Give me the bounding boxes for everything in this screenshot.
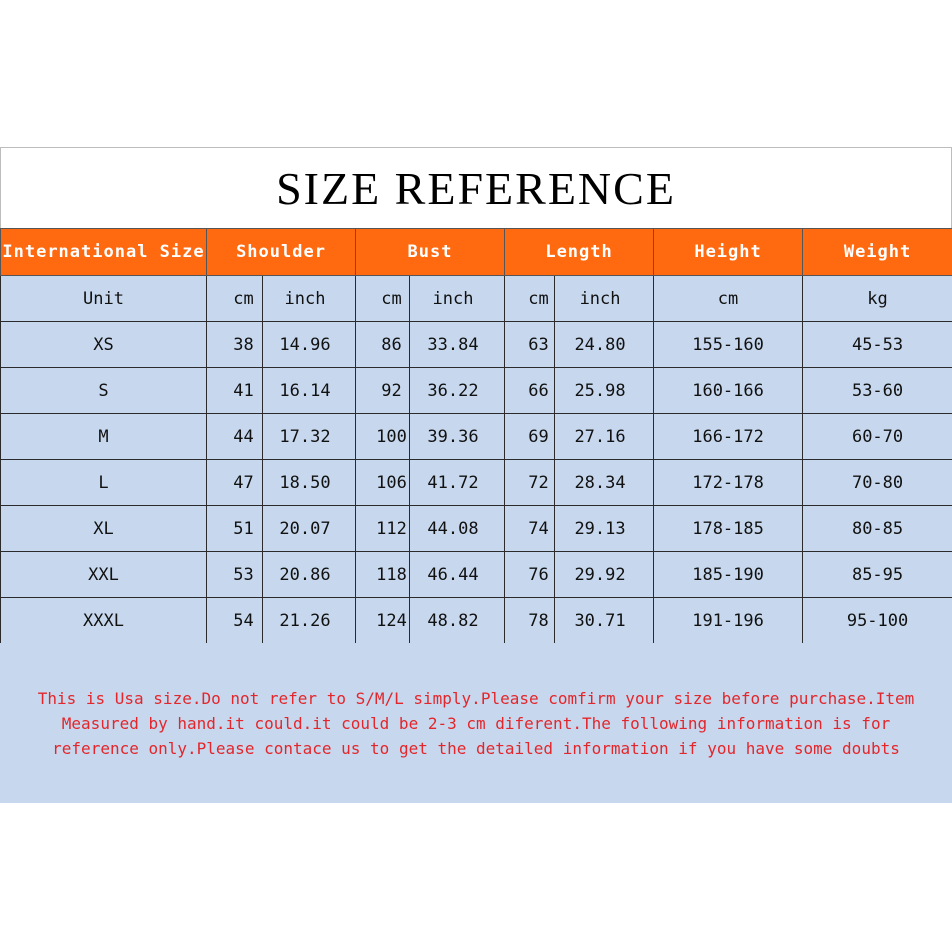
cell-bust-in: 33.84 xyxy=(410,322,505,368)
cell-shoulder-cm: 38 xyxy=(207,322,263,368)
cell-height: 172-178 xyxy=(654,460,803,506)
header-bust: Bust xyxy=(356,229,505,276)
cell-bust-cm: 92 xyxy=(356,368,410,414)
cell-bust-cm: 112 xyxy=(356,506,410,552)
size-table xyxy=(0,228,952,644)
cell-bust-cm: 124 xyxy=(356,598,410,644)
cell-bust-in: 48.82 xyxy=(410,598,505,644)
header-length: Length xyxy=(505,229,654,276)
cell-shoulder-in: 18.50 xyxy=(263,460,356,506)
cell-bust-in: 46.44 xyxy=(410,552,505,598)
cell-size: L xyxy=(1,460,207,506)
cell-weight: 60-70 xyxy=(803,414,952,460)
cell-size: S xyxy=(1,368,207,414)
cell-shoulder-cm: 54 xyxy=(207,598,263,644)
cell-height: 155-160 xyxy=(654,322,803,368)
cell-shoulder-in: 20.07 xyxy=(263,506,356,552)
cell-length-in: 29.92 xyxy=(555,552,654,598)
cell-bust-in: 44.08 xyxy=(410,506,505,552)
table-row xyxy=(1,598,952,644)
cell-weight: 45-53 xyxy=(803,322,952,368)
unit-height: cm xyxy=(654,276,803,322)
header-weight: Weight xyxy=(803,229,952,276)
cell-shoulder-in: 21.26 xyxy=(263,598,356,644)
cell-shoulder-in: 20.86 xyxy=(263,552,356,598)
unit-label: Unit xyxy=(1,276,207,322)
cell-length-in: 30.71 xyxy=(555,598,654,644)
cell-bust-in: 41.72 xyxy=(410,460,505,506)
unit-weight: kg xyxy=(803,276,952,322)
table-row xyxy=(1,368,952,414)
cell-bust-cm: 118 xyxy=(356,552,410,598)
cell-length-cm: 63 xyxy=(505,322,555,368)
cell-size: XS xyxy=(1,322,207,368)
cell-length-in: 28.34 xyxy=(555,460,654,506)
cell-length-in: 27.16 xyxy=(555,414,654,460)
disclaimer-note xyxy=(0,643,952,803)
table-row xyxy=(1,552,952,598)
note-line-1: This is Usa size.Do not refer to S/M/L simply.Please comfirm your size before purchase.Item xyxy=(37,688,915,708)
header-international-size: International Size xyxy=(1,229,207,276)
cell-size: XXXL xyxy=(1,598,207,644)
cell-length-cm: 72 xyxy=(505,460,555,506)
cell-shoulder-cm: 53 xyxy=(207,552,263,598)
table-row xyxy=(1,506,952,552)
unit-bust-cm: cm xyxy=(356,276,410,322)
unit-length-inch: inch xyxy=(555,276,654,322)
cell-bust-cm: 100 xyxy=(356,414,410,460)
cell-shoulder-cm: 47 xyxy=(207,460,263,506)
cell-weight: 85-95 xyxy=(803,552,952,598)
cell-bust-in: 36.22 xyxy=(410,368,505,414)
cell-weight: 53-60 xyxy=(803,368,952,414)
cell-height: 191-196 xyxy=(654,598,803,644)
header-shoulder: Shoulder xyxy=(207,229,356,276)
page-title: SIZE REFERENCE xyxy=(0,147,952,228)
unit-length-cm: cm xyxy=(505,276,555,322)
cell-bust-in: 39.36 xyxy=(410,414,505,460)
cell-size: XXL xyxy=(1,552,207,598)
cell-shoulder-cm: 51 xyxy=(207,506,263,552)
cell-shoulder-in: 17.32 xyxy=(263,414,356,460)
cell-weight: 80-85 xyxy=(803,506,952,552)
unit-shoulder-cm: cm xyxy=(207,276,263,322)
cell-shoulder-in: 16.14 xyxy=(263,368,356,414)
unit-shoulder-inch: inch xyxy=(263,276,356,322)
cell-length-cm: 76 xyxy=(505,552,555,598)
table-row xyxy=(1,322,952,368)
cell-size: XL xyxy=(1,506,207,552)
header-row xyxy=(1,229,952,276)
cell-height: 185-190 xyxy=(654,552,803,598)
table-row xyxy=(1,460,952,506)
unit-bust-inch: inch xyxy=(410,276,505,322)
cell-height: 178-185 xyxy=(654,506,803,552)
unit-row xyxy=(1,276,952,322)
cell-weight: 95-100 xyxy=(803,598,952,644)
note-line-2: Measured by hand.it could.it could be 2-3 cm diferent.The following information is for xyxy=(61,713,891,733)
cell-shoulder-cm: 44 xyxy=(207,414,263,460)
cell-size: M xyxy=(1,414,207,460)
cell-height: 160-166 xyxy=(654,368,803,414)
cell-length-cm: 69 xyxy=(505,414,555,460)
cell-weight: 70-80 xyxy=(803,460,952,506)
table-row xyxy=(1,414,952,460)
header-height: Height xyxy=(654,229,803,276)
cell-bust-cm: 86 xyxy=(356,322,410,368)
cell-shoulder-in: 14.96 xyxy=(263,322,356,368)
note-line-3: reference only.Please contace us to get the detailed information if you have some doubts xyxy=(52,738,900,758)
cell-bust-cm: 106 xyxy=(356,460,410,506)
cell-height: 166-172 xyxy=(654,414,803,460)
cell-length-cm: 74 xyxy=(505,506,555,552)
cell-length-cm: 66 xyxy=(505,368,555,414)
cell-length-in: 29.13 xyxy=(555,506,654,552)
cell-length-in: 25.98 xyxy=(555,368,654,414)
cell-length-in: 24.80 xyxy=(555,322,654,368)
cell-shoulder-cm: 41 xyxy=(207,368,263,414)
cell-length-cm: 78 xyxy=(505,598,555,644)
